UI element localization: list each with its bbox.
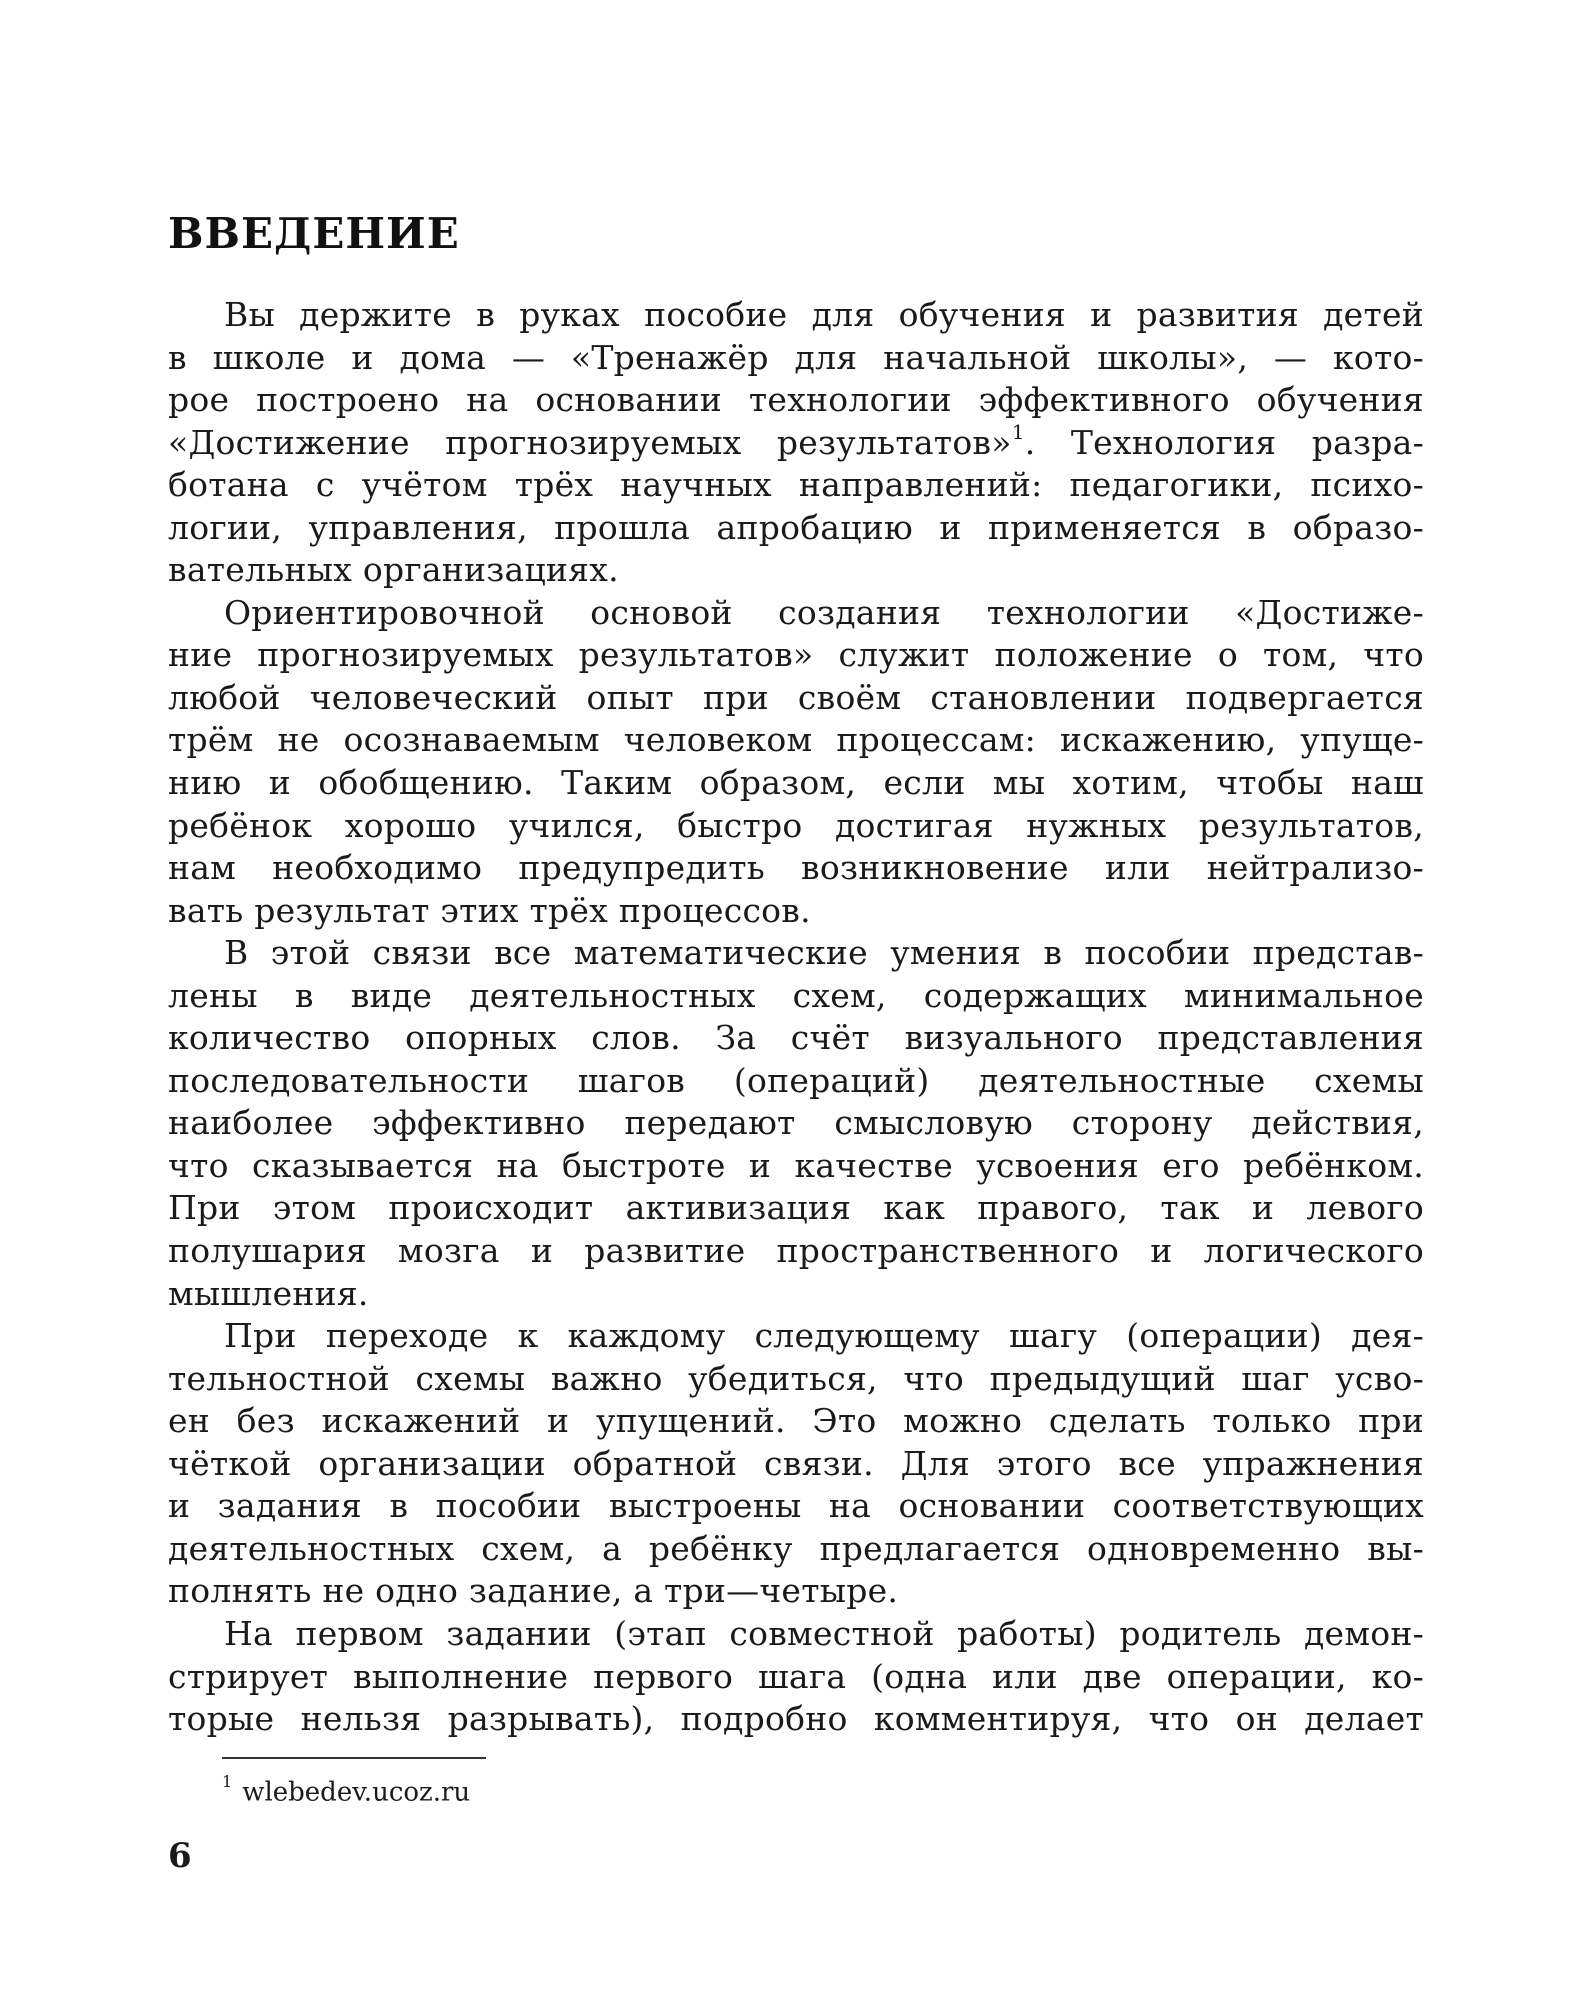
text-line: количество опорных слов. За счёт визуального представления: [168, 1018, 1424, 1058]
text-line: В этой связи все математические умения в пособии представ-: [224, 933, 1424, 973]
text-line: торые нельзя разрывать), подробно комментируя, что он делает: [168, 1699, 1424, 1739]
text-segment: «Достижение прогнозируемых результатов»: [168, 422, 1012, 462]
footnote-link-text: wlebedev.ucoz.ru: [242, 1777, 471, 1808]
text-line: мышления.: [168, 1273, 369, 1313]
text-line: стрирует выполнение первого шага (одна или две операции, ко-: [168, 1656, 1424, 1696]
text-line: вать результат этих трёх процессов.: [168, 890, 811, 930]
text-line: ен без искажений и упущений. Это можно сделать только при: [168, 1401, 1424, 1441]
page-heading: ВВЕДЕНИЕ: [168, 209, 460, 258]
text-line: полнять не одно задание, а три—четыре.: [168, 1571, 899, 1611]
text-line: нию и обобщению. Таким образом, если мы хотим, чтобы наш: [168, 763, 1424, 803]
text-line: деятельностных схем, а ребёнку предлагается одновременно вы-: [168, 1528, 1424, 1568]
text-line: ребёнок хорошо учился, быстро достигая нужных результатов,: [168, 805, 1424, 845]
text-line: чёткой организации обратной связи. Для этого все упражнения: [168, 1443, 1424, 1483]
text-line: тельностной схемы важно убедиться, что предыдущий шаг усво-: [168, 1358, 1424, 1398]
text-line: лены в виде деятельностных схем, содержащих минимальное: [168, 975, 1424, 1015]
text-line: рое построено на основании технологии эффективного обучения: [168, 380, 1424, 420]
text-line: наиболее эффективно передают смысловую сторону действия,: [168, 1103, 1424, 1143]
body-text: [168, 294, 1424, 1741]
text-line: ние прогнозируемых результатов» служит положение о том, что: [168, 635, 1424, 675]
text-line: логии, управления, прошла апробацию и применяется в образо-: [168, 507, 1424, 547]
text-line: Вы держите в руках пособие для обучения и развития детей: [224, 295, 1424, 334]
text-line: При переходе к каждому следующему шагу (операции) дея-: [224, 1316, 1424, 1356]
text-line: что сказывается на быстроте и качестве усвоения его ребёнком.: [168, 1145, 1424, 1185]
text-line: любой человеческий опыт при своём становлении подвергается: [168, 677, 1424, 717]
text-line: ботана с учётом трёх научных направлений: педагогики, психо-: [168, 465, 1424, 505]
text-line: На первом задании (этап совместной работы) родитель демон-: [224, 1613, 1424, 1653]
footnote-marker: 1: [222, 1772, 233, 1791]
text-line: При этом происходит активизация как правого, так и левого: [168, 1188, 1424, 1228]
text-line: вательных организациях.: [168, 550, 619, 590]
text-segment: . Технология разра-: [1024, 422, 1424, 462]
text-line: трём не осознаваемым человеком процессам: искажению, упуще-: [168, 720, 1424, 760]
text-line: полушария мозга и развитие пространственного и логического: [168, 1231, 1424, 1271]
text-line: в школе и дома — «Тренажёр для начальной школы», — кото-: [168, 337, 1424, 377]
page-number: 6: [168, 1836, 192, 1876]
footnote: [222, 1764, 470, 1815]
text-line: и задания в пособии выстроены на основании соответствующих: [168, 1486, 1424, 1526]
footnote-reference: 1: [1011, 419, 1025, 444]
text-line: Ориентировочной основой создания технологии «Достиже-: [224, 592, 1424, 632]
text-line-with-footnote: [168, 419, 1424, 465]
footnote-divider: [222, 1757, 486, 1759]
text-line: нам необходимо предупредить возникновение или нейтрализо-: [168, 848, 1424, 888]
text-line: последовательности шагов (операций) деятельностные схемы: [168, 1060, 1424, 1100]
